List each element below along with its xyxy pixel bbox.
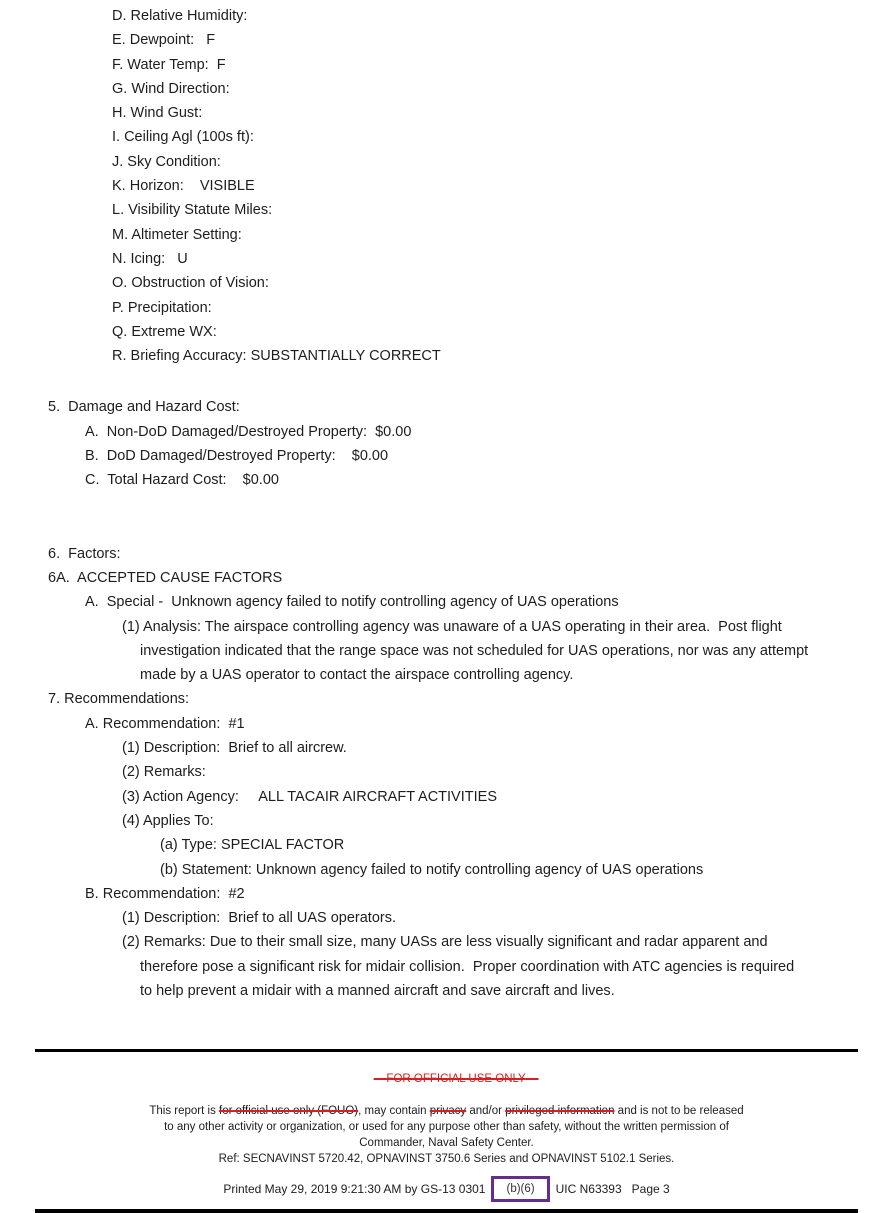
section-gap [0,493,893,542]
remarks-line: therefore pose a significant risk for midair collision. Proper coordination with ATC agencies is required [140,958,795,975]
reference-line: Ref: SECNAVINST 5720.42, OPNAVINST 3750.6 Series and OPNAVINST 5102.1 Series. [218,1153,675,1165]
recommendation-a-items [0,736,893,833]
footer-bottom-rule [35,1209,858,1213]
cause-factor-item: A. Special - Unknown agency failed to notify controlling agency of UAS operations [85,594,619,611]
page-footer [35,1049,858,1213]
analysis-paragraph [0,615,893,688]
weather-item: J. Sky Condition: [112,153,221,170]
recommendation-a-subitems [0,833,893,882]
disclaimer-text: This report is [149,1105,220,1117]
struck-phrase: privileged information [505,1105,615,1117]
weather-item: F. Water Temp: F [112,56,226,73]
weather-item: I. Ceiling Agl (100s ft): [112,129,254,146]
footer-top-rule [35,1049,858,1052]
recommendation-item: (2) Remarks: [122,764,206,781]
disclaimer-line-1 [35,1103,858,1119]
weather-item: N. Icing: U [112,250,188,267]
recommendation-b-items [0,906,893,930]
section7-header: 7. Recommendations: [48,691,190,708]
analysis-line: (1) Analysis: The airspace controlling agency was unaware of a UAS operating in their area. Post flight [122,618,782,635]
weather-item: P. Precipitation: [112,299,212,316]
recommendation-a-title: A. Recommendation: #1 [85,715,245,732]
recommendation-subitem: (a) Type: SPECIAL FACTOR [160,837,345,854]
weather-item: K. Horizon: VISIBLE [112,178,255,195]
recommendation-subitem: (b) Statement: Unknown agency failed to notify controlling agency of UAS operations [160,861,704,878]
weather-item: M. Altimeter Setting: [112,226,242,243]
weather-item: G. Wind Direction: [112,80,230,97]
remarks-line: to help prevent a midair with a manned aircraft and save aircraft and lives. [140,982,615,999]
fouo-banner-text: FOR OFFICIAL USE ONLY [386,1073,526,1085]
struck-phrase: for official use only (FOUO) [219,1105,359,1117]
disclaimer-text: , may contain [358,1105,430,1117]
printed-line [35,1176,858,1202]
weather-item: O. Obstruction of Vision: [112,275,269,292]
recommendation-item: (4) Applies To: [122,812,214,829]
disclaimer-text: and/or [466,1105,506,1117]
damage-cost-item: C. Total Hazard Cost: $0.00 [85,472,279,489]
disclaimer-line-2: to any other activity or organization, or used for any purpose other than safety, without the written permission of [164,1121,729,1133]
section5-header: 5. Damage and Hazard Cost: [48,399,240,416]
redaction-box [491,1176,549,1202]
recommendation-item: (1) Description: Brief to all UAS operators. [122,910,396,927]
disclaimer-line-3: Commander, Naval Safety Center. [359,1137,534,1149]
recommendation-b-remarks [0,930,893,1003]
weather-item: L. Visibility Statute Miles: [112,202,273,219]
disclaimer-text: and is not to be released [614,1105,744,1117]
analysis-line: made by a UAS operator to contact the airspace controlling agency. [140,667,574,684]
section5-items [0,420,893,493]
weather-item: H. Wind Gust: [112,105,203,122]
analysis-line: investigation indicated that the range space was not scheduled for UAS operations, nor was any attempt [140,642,809,659]
weather-section [0,4,893,368]
struck-phrase: privacy [429,1105,467,1117]
weather-item: R. Briefing Accuracy: SUBSTANTIALLY CORRECT [112,348,441,365]
section-gap [0,368,893,395]
printed-line-suffix: UIC N63393 Page 3 [555,1182,670,1196]
weather-item: D. Relative Humidity: [112,8,248,24]
recommendation-b-title: B. Recommendation: #2 [85,885,245,902]
recommendation-item: (3) Action Agency: ALL TACAIR AIRCRAFT ACTIVITIES [122,788,497,805]
remarks-line: (2) Remarks: Due to their small size, many UASs are less visually significant and radar apparent and [122,934,768,951]
section6-header: 6. Factors: [48,545,121,562]
damage-cost-item: B. DoD Damaged/Destroyed Property: $0.00 [85,448,389,465]
printed-line-prefix: Printed May 29, 2019 9:21:30 AM by GS-13 0301 [223,1182,486,1196]
redaction-label: (b)(6) [506,1183,535,1195]
recommendation-item: (1) Description: Brief to all aircrew. [122,740,347,757]
weather-item: E. Dewpoint: F [112,32,216,49]
damage-cost-item: A. Non-DoD Damaged/Destroyed Property: $0.00 [85,423,412,440]
fouo-banner [35,1055,858,1103]
section6-subheader: 6A. ACCEPTED CAUSE FACTORS [48,569,283,586]
weather-item: Q. Extreme WX: [112,323,217,340]
